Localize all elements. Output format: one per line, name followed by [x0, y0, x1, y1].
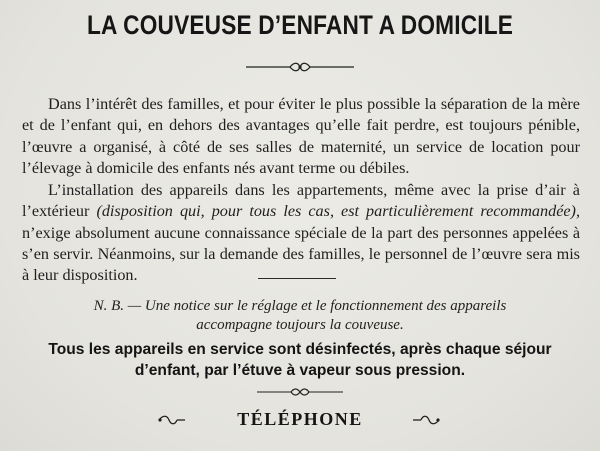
page-title: LA COUVEUSE D’ENFANT A DOMICILE [86, 10, 514, 40]
ornament-divider-middle [255, 387, 345, 397]
telephone-heading: TÉLÉPHONE [237, 409, 363, 429]
disinfection-notice [0, 340, 600, 381]
nota-bene-line2: accompagne toujours la couveuse. [196, 317, 404, 333]
disinfection-notice-line1: Tous les appareils en service sont désinfectés, après chaque séjour [48, 341, 552, 358]
ornament-right-telephone [411, 414, 441, 426]
nota-bene [0, 297, 600, 335]
ornament-divider-top [244, 60, 356, 74]
paragraph-installation [22, 180, 580, 286]
paragraph-installation-start: L’installation des appareils dans les appartements, même avec la prise d’air à l’extérieur [22, 181, 580, 221]
disinfection-notice-line2: d’enfant, par l’étuve à vapeur sous pression. [134, 361, 466, 379]
paragraph-service-text: Dans l’intérêt des familles, et pour éviter le plus possible la séparation de la mère et de l’enfant qui, en dehors des avantages qu’elle fait perdre, est toujours pénible, l’œuvre a organisé, à côté de ses salles de maternité, un service de location pour l’élevage à domicile des enfants nés avant terme ou débiles. [22, 95, 580, 177]
nota-bene-line1: N. B. — Une notice sur le réglage et le fonctionnement des appareils [93, 298, 507, 314]
short-rule [258, 278, 336, 279]
paragraph-installation-italic: (disposition qui, pour tous les cas, est particulièrement recommandée), [96, 202, 580, 221]
paragraph-service [22, 94, 580, 179]
paragraph-installation-end: n’exige absolument aucune connaissance spéciale de la part des personnes appelées à s’en servir. Néanmoins, sur la demande des familles, le personnel de l’œuvre sera mis à leur disposition. [22, 223, 580, 285]
